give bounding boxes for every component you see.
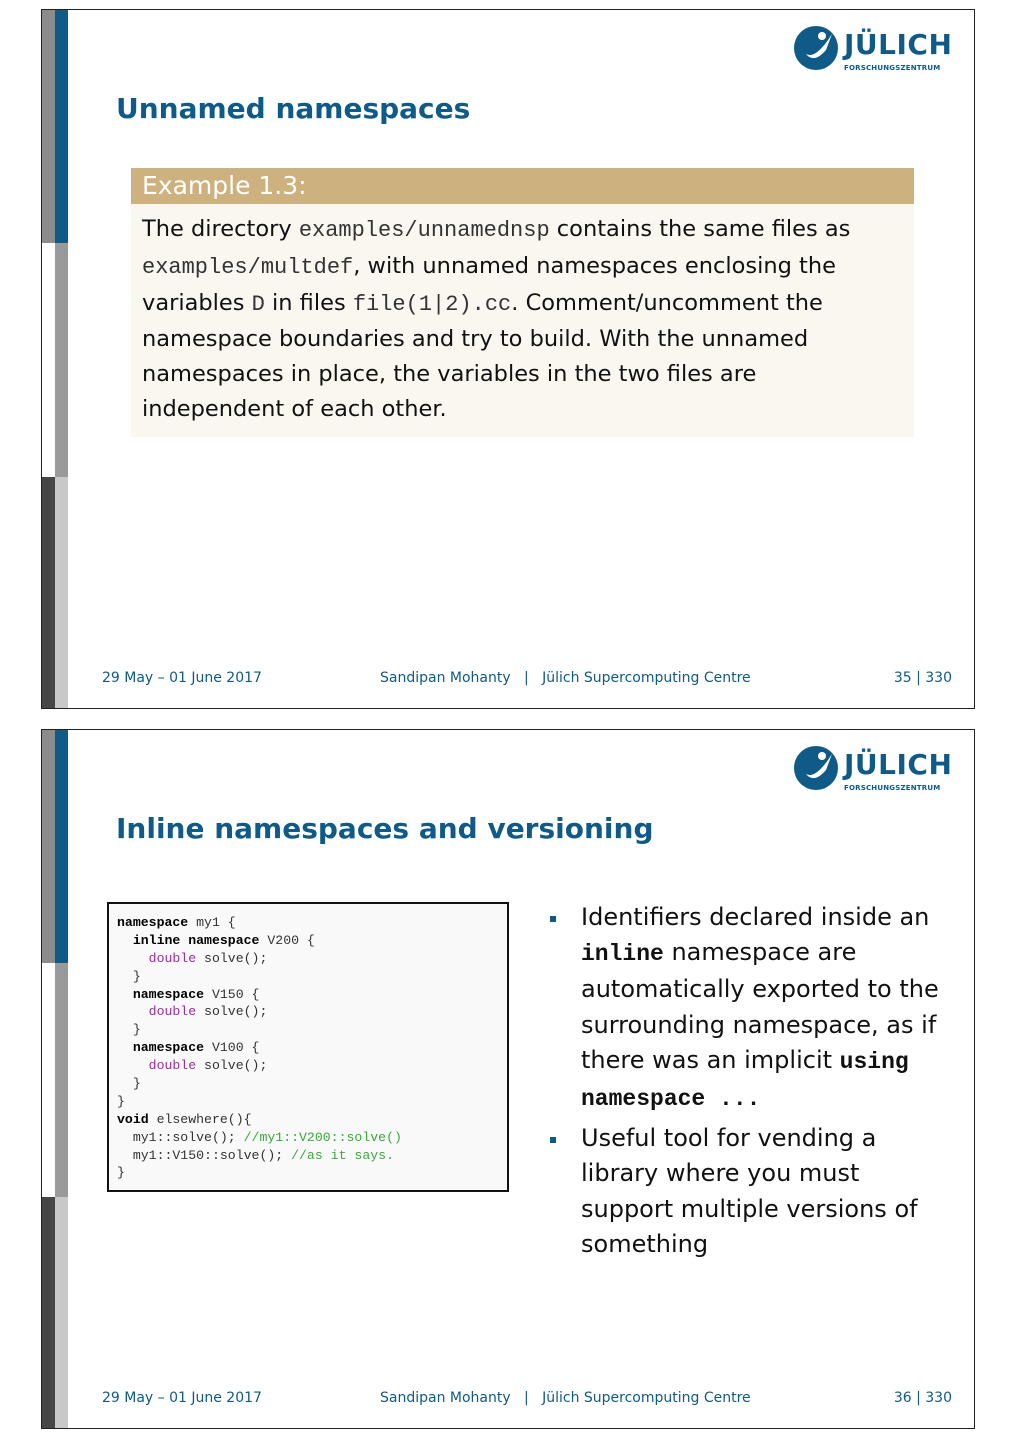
bullet-square-icon: [550, 1137, 556, 1143]
example-code-path: examples/multdef: [142, 254, 354, 280]
footer-date: 29 May – 01 June 2017: [102, 670, 262, 686]
example-code-file: file(1|2).cc: [352, 291, 512, 317]
code-line: double solve();: [148, 1058, 268, 1074]
bullet-item: [547, 900, 957, 1117]
example-code-var: D: [251, 291, 265, 317]
juelich-logo-icon: [792, 744, 840, 792]
footer-page-number: 36 | 330: [893, 1390, 952, 1406]
footer-author-institute: [380, 670, 751, 686]
bullet-square-icon: [550, 916, 556, 922]
example-text: The directory: [142, 216, 299, 242]
code-listing: [107, 902, 509, 1192]
page-current: 36: [893, 1390, 912, 1406]
example-header: Example 1.3:: [131, 168, 914, 204]
logo-subtitle: FORSCHUNGSZENTRUM: [844, 64, 941, 72]
juelich-logo-icon: [792, 24, 840, 72]
example-text: in files: [264, 289, 353, 316]
code-line: }: [117, 1022, 141, 1038]
bullet-text: Identifiers declared inside an: [581, 903, 930, 931]
footer-author-institute: [380, 1390, 751, 1406]
code-line: }: [117, 968, 141, 984]
example-text: . Comment/uncomment the namespace boundaries and try to build. With the unnamed namespaces in place, the variables in the two files are independent of each other.: [142, 289, 823, 422]
slide-35: [41, 9, 975, 709]
side-decoration-bars: [42, 730, 68, 1428]
logo-wordmark: JÜLICH: [844, 28, 953, 61]
code-line: namespace V100 {: [132, 1040, 260, 1056]
code-line: namespace my1 {: [117, 915, 236, 930]
slide-title: Inline namespaces and versioning: [116, 812, 654, 845]
bullet-code: using namespace ...: [581, 1048, 909, 1113]
example-text: contains the same files as: [549, 216, 851, 242]
footer-separator: |: [524, 670, 529, 686]
logo-wordmark: JÜLICH: [844, 748, 953, 781]
page-total: 330: [925, 1390, 952, 1406]
bullet-list: [547, 900, 957, 1266]
code-line: }: [117, 1093, 125, 1109]
code-line: double solve();: [148, 1004, 268, 1020]
bullet-text: Useful tool for vending a library where you must support multiple versions of something: [581, 1124, 918, 1258]
slide-36: [41, 729, 975, 1429]
juelich-logo: [792, 22, 952, 76]
code-line: void elsewhere(){: [117, 1111, 252, 1127]
code-line: inline namespace V200 {: [132, 932, 315, 948]
juelich-logo: [792, 742, 952, 796]
footer-institute: Jülich Supercomputing Centre: [542, 1390, 751, 1406]
code-line: my1::V150::solve(); //as it says.: [117, 1147, 394, 1163]
example-body: [131, 204, 914, 437]
code-line: my1::solve(); //my1::V200::solve(): [117, 1129, 402, 1145]
footer-date: 29 May – 01 June 2017: [102, 1390, 262, 1406]
example-block: [131, 168, 914, 437]
footer-institute: Jülich Supercomputing Centre: [542, 670, 751, 686]
page-total: 330: [925, 670, 952, 686]
example-text: , with unnamed namespaces enclosing the variables: [142, 252, 836, 316]
logo-subtitle: FORSCHUNGSZENTRUM: [844, 784, 941, 792]
slide-title: Unnamed namespaces: [116, 92, 471, 125]
page-current: 35: [893, 670, 912, 686]
code-line: double solve();: [148, 950, 268, 966]
bullet-code: inline: [581, 941, 664, 968]
bullet-text: namespace are automatically exported to the surrounding namespace, as if there was an implicit: [581, 938, 939, 1074]
bullet-item: [547, 1121, 957, 1262]
footer-page-number: 35 | 330: [893, 670, 952, 686]
code-line: }: [117, 1076, 141, 1092]
footer-author: Sandipan Mohanty: [380, 670, 511, 686]
footer-author: Sandipan Mohanty: [380, 1390, 511, 1406]
slide-footer: [102, 670, 952, 690]
code-line: namespace V150 {: [132, 986, 260, 1002]
footer-separator: |: [524, 1390, 529, 1406]
slide-footer: [102, 1390, 952, 1410]
side-decoration-bars: [42, 10, 68, 708]
code-line: }: [117, 1165, 125, 1181]
example-code-path: examples/unnamednsp: [298, 218, 550, 243]
